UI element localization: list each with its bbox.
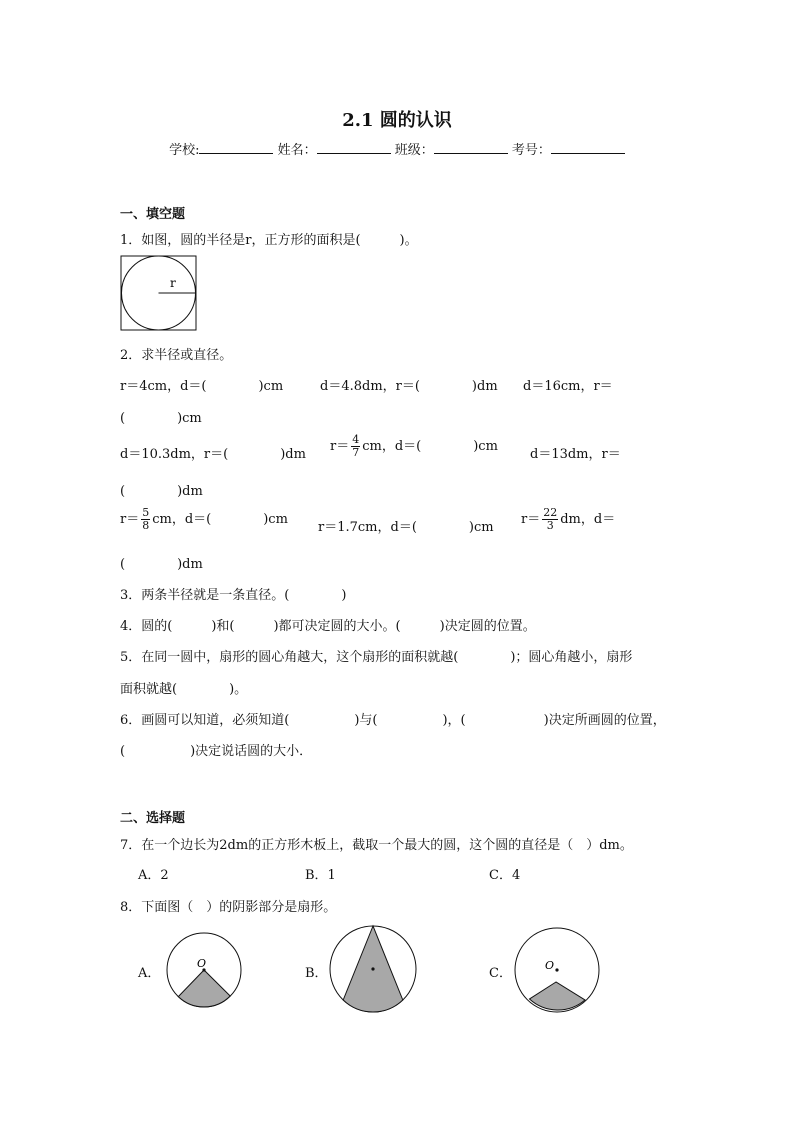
- q2-row2-a: d＝10.3dm，r＝( )dm: [120, 447, 306, 462]
- fraction-5-8: [141, 507, 150, 532]
- q2-row2-b-suffix: cm，d＝( )cm: [362, 439, 498, 454]
- q7-option-b[interactable]: B．1: [305, 868, 336, 883]
- question-5-line2: 面积就越( )。: [120, 682, 248, 697]
- q2-row2-c: d＝13dm，r＝: [530, 447, 621, 462]
- q1-radius-label: r: [170, 276, 176, 290]
- section-choice-heading: 二、选择题: [120, 811, 186, 826]
- question-5-line1: 5．在同一圆中，扇形的圆心角越大，这个扇形的面积就越( )；圆心角越小，扇形: [120, 650, 633, 665]
- student-info-line: [0, 139, 794, 158]
- q8b-center-dot: [371, 967, 374, 970]
- q2-row2-b-prefix: r＝: [330, 439, 350, 454]
- fraction-numerator: 5: [142, 506, 150, 519]
- examno-label: 考号：: [511, 143, 551, 158]
- q2-row1-c: d＝16cm，r＝: [523, 379, 613, 394]
- fraction-denominator: 7: [352, 446, 360, 459]
- name-label: 姓名：: [277, 143, 317, 158]
- fraction-denominator: 3: [546, 519, 554, 532]
- fraction-22-3: [542, 507, 558, 532]
- q2-row1-b: d＝4.8dm，r＝( )dm: [320, 379, 498, 394]
- question-3: 3．两条半径就是一条直径。( ): [120, 588, 347, 603]
- q2-row1-continuation: ( )cm: [120, 411, 202, 426]
- q8-figure-b: [329, 925, 417, 1013]
- fraction-4-7: [351, 434, 360, 459]
- question-2: 2．求半径或直径。: [120, 348, 233, 363]
- fraction-numerator: 22: [543, 506, 558, 519]
- q1-square-circle-figure: [120, 255, 198, 331]
- question-7: 7．在一个边长为2dm的正方形木板上，截取一个最大的圆，这个圆的直径是（ ）dm。: [120, 838, 633, 853]
- q8-figure-c: [514, 927, 600, 1013]
- school-blank[interactable]: [199, 141, 273, 154]
- q2-row2-b: [330, 434, 498, 459]
- page-title: 2.1 圆的认识: [342, 110, 452, 131]
- fraction-numerator: 4: [352, 433, 360, 446]
- question-6-line2: ( )决定说话圆的大小．: [120, 744, 313, 759]
- q2-row2-continuation: ( )dm: [120, 484, 203, 499]
- q2-row3-continuation: ( )dm: [120, 557, 203, 572]
- q8a-center-label: O: [197, 957, 207, 970]
- q2-row3-c-prefix: r＝: [521, 512, 541, 527]
- class-blank[interactable]: [434, 141, 508, 154]
- q2-row3-a-suffix: cm，d＝( )cm: [152, 512, 288, 527]
- q2-row3-c-suffix: dm，d＝: [560, 512, 616, 527]
- section-fill-in-heading: 一、填空题: [120, 207, 186, 222]
- q8-option-b[interactable]: B．: [305, 966, 328, 981]
- question-8: 8．下面图（ ）的阴影部分是扇形。: [120, 900, 337, 915]
- q8a-shaded-sector: [178, 970, 230, 1007]
- q7-option-c[interactable]: C．4: [489, 868, 521, 883]
- class-label: 班级：: [394, 143, 434, 158]
- q8c-shaded-region: [530, 982, 586, 1010]
- q8c-center-label: O: [545, 959, 555, 972]
- question-1: 1．如图，圆的半径是r，正方形的面积是( )。: [120, 233, 418, 248]
- q8-option-a[interactable]: A．: [138, 966, 161, 981]
- q8c-center-dot: [555, 968, 558, 971]
- fraction-denominator: 8: [142, 519, 150, 532]
- q2-row1-a: r＝4cm，d＝( )cm: [120, 379, 284, 394]
- q2-row3-c: [521, 507, 615, 532]
- q7-option-a[interactable]: A．2: [138, 868, 169, 883]
- q2-row3-a: [120, 507, 288, 532]
- q2-row3-a-prefix: r＝: [120, 512, 140, 527]
- q2-row3-b: r＝1.7cm，d＝( )cm: [318, 520, 494, 535]
- question-6-line1: 6．画圆可以知道，必须知道( )与( )，( )决定所画圆的位置，: [120, 713, 666, 728]
- name-blank[interactable]: [317, 141, 391, 154]
- q8-figure-a: [166, 927, 242, 1013]
- q8-option-c[interactable]: C．: [489, 966, 512, 981]
- question-4: 4．圆的( )和( )都可决定圆的大小。( )决定圆的位置。: [120, 619, 536, 634]
- examno-blank[interactable]: [551, 141, 625, 154]
- school-label: 学校:: [169, 143, 200, 158]
